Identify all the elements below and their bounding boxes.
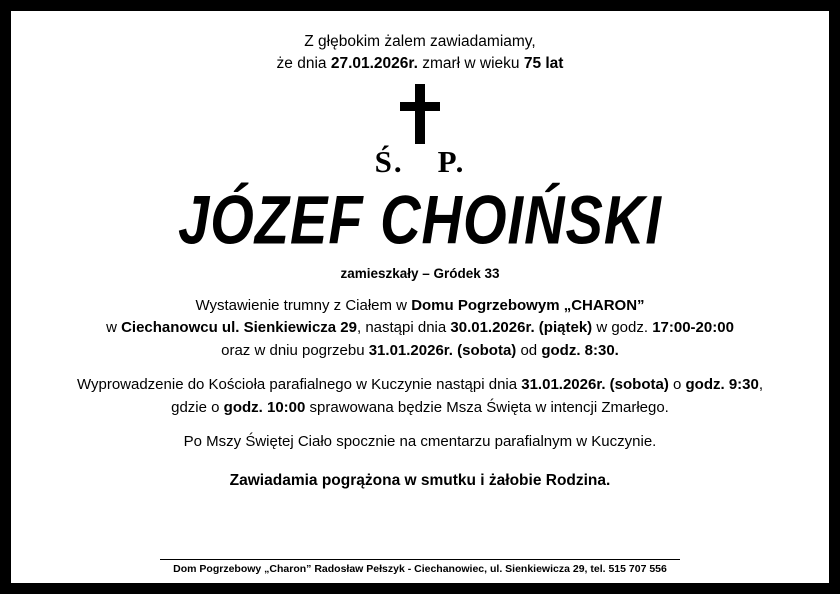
wake-location: Ciechanowcu ul. Sienkiewicza 29	[121, 319, 357, 337]
funeral-day-date: 31.01.2026r. (sobota)	[368, 341, 517, 359]
wake-hours: 17:00-20:00	[652, 319, 734, 337]
procession-line-1-middle: o	[668, 376, 686, 394]
procession-line-2	[77, 397, 763, 420]
lead-line-2-middle: zmarł w wieku	[417, 55, 524, 73]
wake-line-3-middle: od	[516, 341, 542, 359]
cross-icon-wrapper	[398, 84, 442, 146]
age-at-death: 75 lat	[523, 55, 564, 73]
footer-credit	[160, 559, 680, 577]
lead-line-2	[277, 53, 564, 75]
cross-vertical-bar	[415, 84, 425, 144]
procession-date: 31.01.2026r. (sobota)	[521, 376, 669, 394]
sp-abbreviation	[375, 144, 466, 180]
family-signature: Zawiadamia pogrążona w smutku i żałobie Rodzina.	[229, 471, 611, 489]
residence-line: zamieszkały – Gródek 33	[340, 265, 500, 281]
procession-line-2-suffix: sprawowana będzie Msza Święta w intencji Zmarłego.	[305, 398, 669, 416]
lead-line-1: Z głębokim żalem zawiadamiamy,	[304, 33, 536, 50]
cross-horizontal-bar	[400, 102, 440, 111]
wake-line-2	[106, 317, 734, 340]
funeral-home-name: Domu Pogrzebowym „CHARON”	[411, 296, 645, 314]
lead-paragraph	[277, 31, 564, 76]
wake-line-2-middle: , nastąpi dnia	[356, 319, 451, 337]
wake-line-1	[106, 295, 734, 318]
latin-cross-icon	[398, 84, 442, 144]
procession-details	[77, 374, 763, 419]
footer-text: Dom Pogrzebowy „Charon” Radosław Pełszyk - Ciechanowiec, ul. Sienkiewicza 29, tel. 515 707 556	[173, 563, 667, 575]
funeral-day-hours: godz. 8:30.	[541, 341, 619, 359]
procession-line-1-suffix: ,	[758, 376, 764, 394]
procession-line-1-prefix: Wyprowadzenie do Kościoła parafialnego w Kuczynie nastąpi dnia	[76, 376, 522, 394]
footer-divider	[160, 559, 680, 560]
sp-left: Ś.	[374, 143, 404, 179]
lead-line-2-prefix: że dnia	[276, 55, 331, 73]
wake-line-3-prefix: oraz w dniu pogrzebu	[221, 341, 369, 359]
deceased-name: JÓZEF CHOIŃSKI	[178, 181, 662, 258]
notice-inner	[11, 11, 829, 583]
wake-date: 30.01.2026r. (piątek)	[450, 319, 593, 337]
procession-line-1	[77, 374, 763, 397]
mass-time: godz. 10:00	[223, 398, 306, 416]
procession-time: godz. 9:30	[685, 376, 759, 394]
date-of-death: 27.01.2026r.	[330, 55, 418, 73]
wake-line-2-middle-2: w godz.	[592, 319, 653, 337]
wake-line-1-prefix: Wystawienie trumny z Ciałem w	[195, 296, 412, 314]
procession-line-2-prefix: gdzie o	[171, 398, 224, 416]
burial-details: Po Mszy Świętej Ciało spocznie na cmentarzu parafialnym w Kuczynie.	[183, 433, 657, 451]
wake-line-3	[106, 340, 734, 363]
wake-line-2-prefix: w	[106, 319, 122, 337]
sp-right: P.	[437, 143, 466, 179]
wake-details	[106, 295, 734, 363]
